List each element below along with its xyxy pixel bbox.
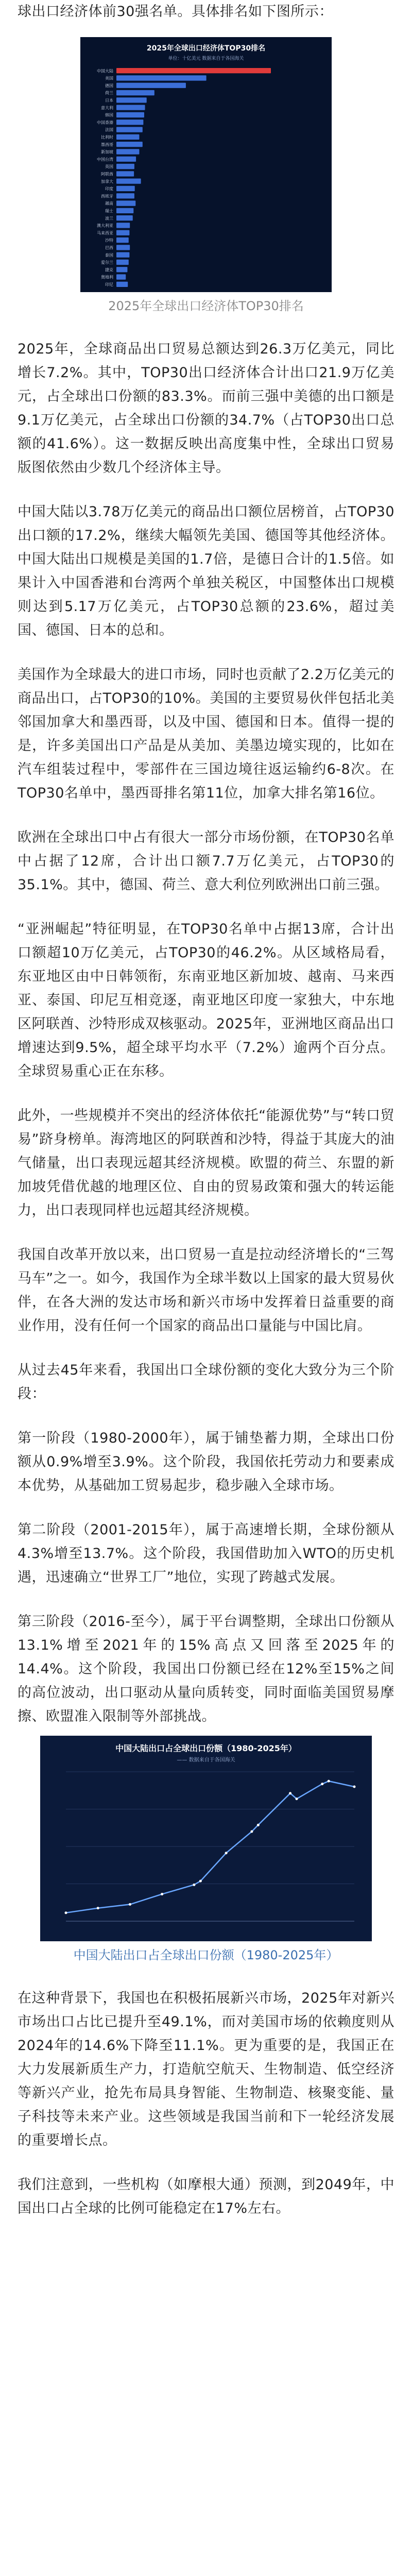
bar bbox=[116, 267, 127, 272]
data-point bbox=[328, 1780, 330, 1783]
bar-label: 中国大陆 bbox=[97, 69, 113, 74]
paragraph-13: 我们注意到，一些机构（如摩根大通）预测，到2049年，中国出口占全球的比例可能稳定在17%左右。 bbox=[18, 2177, 394, 2216]
china-export-share-svg bbox=[40, 1736, 372, 1941]
paragraph-5: “亚洲崛起”特征明显，在TOP30名单中占据13席，合计出口额超10万亿美元，占TOP30的46.2%。从区域格局看，东亚地区由中日韩领衔，东南亚地区新加坡、越南、马来西亚、泰国、印尼互相竞逐，南亚地区印度一家独大，中东地区阿联酋、沙特形成双核驱动。2025年，亚洲地区商品出口增速达到9.5%，超全球平均水平（7.2%）逾两个百分点。全球贸易重心正在东移。 bbox=[18, 921, 394, 1079]
bar bbox=[116, 157, 136, 162]
bar-label: 越南 bbox=[105, 201, 113, 206]
bar-label: 爱尔兰 bbox=[101, 260, 113, 265]
bar bbox=[116, 112, 144, 117]
paragraph-1-text: 2025年，全球商品出口贸易总额达到26.3万亿美元，同比增长7.2%。其中，TOP30出口经济体合计出口21.9万亿美元，占全球出口份额的83.3%。而前三强中美德的出口额是9.1万亿美元，占全球出口份额的34.7%（占TOP30出口总额的41.6%）。这一数据反映出高度集中性，全球出口贸易版图依然由少数几个经济体主导。 bbox=[18, 341, 394, 476]
bar bbox=[116, 193, 134, 198]
figure2-caption: 中国大陆出口占全球出口份额（1980-2025年） bbox=[73, 1948, 339, 1962]
bar-label: 德国 bbox=[105, 83, 113, 88]
bar-label: 印尼 bbox=[105, 282, 113, 287]
data-point bbox=[353, 1786, 356, 1788]
data-point bbox=[161, 1893, 163, 1895]
paragraph-2: 中国大陆以3.78万亿美元的商品出口额位居榜首，占TOP30出口额的17.2%，继续大幅领先美国、德国等其他经济体。中国大陆出口规模是美国的1.7倍，是德日合计的1.5倍。如果计入中国香港和台湾两个单独关税区，中国整体出口规模则达到5.17万亿美元，占TOP30总额的23.6%，超过美国、德国、日本的总和。 bbox=[18, 504, 394, 638]
bar bbox=[116, 238, 129, 243]
bar-label: 美国 bbox=[105, 76, 113, 81]
data-point bbox=[321, 1783, 323, 1785]
paragraph-1 bbox=[18, 337, 394, 480]
bar bbox=[116, 282, 128, 287]
bar-label: 澳大利亚 bbox=[97, 223, 113, 228]
bar-label: 加拿大 bbox=[101, 179, 113, 184]
bar-label: 巴西 bbox=[105, 245, 113, 250]
bar bbox=[116, 215, 133, 221]
bar-label: 波兰 bbox=[105, 216, 113, 221]
bar-label: 印度 bbox=[105, 187, 113, 192]
bar bbox=[116, 260, 129, 265]
bar-label: 墨西哥 bbox=[101, 142, 113, 147]
bar bbox=[116, 97, 147, 103]
bar bbox=[116, 200, 135, 206]
bar-label: 法国 bbox=[105, 127, 113, 132]
bar-label: 新加坡 bbox=[101, 149, 113, 155]
bar-label: 意大利 bbox=[101, 105, 113, 110]
bar-label: 荷兰 bbox=[105, 91, 113, 96]
bar bbox=[116, 149, 139, 154]
bar-label: 奥地利 bbox=[101, 275, 113, 280]
bar-label: 中国香港 bbox=[97, 120, 113, 125]
figure1-caption: 2025年全球出口经济体TOP30排名 bbox=[108, 299, 304, 313]
bar bbox=[116, 252, 129, 258]
top30-ranking-chart bbox=[80, 37, 332, 292]
data-point bbox=[250, 1831, 253, 1833]
bar bbox=[116, 179, 141, 184]
bar bbox=[116, 208, 133, 213]
paragraph-7: 我国自改革开放以来，出口贸易一直是拉动经济增长的“三驾马车”之一。如今，我国作为全球半数以上国家的最大贸易伙伴，在各大洲的发达市场和新兴市场中发挥着日益重要的商业作用，没有任何一个国家的商品出口量能与中国比肩。 bbox=[18, 1247, 394, 1334]
china-export-share-chart bbox=[40, 1736, 372, 1941]
bar bbox=[116, 90, 154, 95]
paragraph-10: 第二阶段（2001-2015年），属于高速增长期，全球份额从4.3%增至13.7%。这个阶段，我国借助加入WTO的历史机遇，迅速确立“世界工厂”地位，实现了跨越式发展。 bbox=[18, 1522, 394, 1585]
bar-label: 韩国 bbox=[105, 113, 113, 118]
bar-label: 西班牙 bbox=[101, 194, 113, 199]
bar-label: 比利时 bbox=[101, 134, 113, 140]
bar bbox=[116, 134, 139, 140]
bar bbox=[116, 230, 129, 235]
bar-label: 英国 bbox=[105, 164, 113, 170]
bar-label: 捷克 bbox=[105, 267, 113, 273]
bar bbox=[116, 83, 186, 88]
bar-label: 瑞士 bbox=[105, 208, 113, 213]
bar bbox=[116, 245, 130, 250]
chart-subtitle: 单位：十亿美元 数据来自于各国海关 bbox=[168, 56, 244, 61]
data-point bbox=[65, 1911, 67, 1914]
bar bbox=[116, 127, 143, 132]
bar-label: 中国台湾 bbox=[97, 157, 113, 162]
series-line bbox=[66, 1781, 354, 1913]
bar bbox=[116, 120, 143, 125]
bar-label: 沙特 bbox=[105, 238, 113, 243]
data-point bbox=[296, 1798, 298, 1800]
paragraph-12: 在这种背景下，我国也在积极拓展新兴市场，2025年对新兴市场出口占比已提升至49.1%，而对美国市场的依赖度则从2024年的14.6%下降至11.1%。更为重要的是，我国正在大力发展新质生产力，打造航空航天、生物制造、低空经济等新兴产业，抢先布局具身智能、生物制造、核聚变能、量子科技等未来产业。这些领域是我国当前和下一轮经济发展的重要增长点。 bbox=[18, 1990, 394, 2148]
chart-title: 2025年全球出口经济体TOP30排名 bbox=[146, 44, 266, 53]
data-point bbox=[225, 1852, 228, 1854]
bar bbox=[116, 171, 134, 176]
bar bbox=[116, 274, 126, 279]
data-point bbox=[289, 1792, 291, 1794]
data-point bbox=[199, 1880, 202, 1883]
intro-paragraph: 球出口经济体前30强名单。具体排名如下图所示： bbox=[18, 4, 333, 20]
bar bbox=[116, 223, 130, 228]
paragraph-11: 第三阶段（2016-至今），属于平台调整期，全球出口份额从13.1%增至2021年的15%高点又回落至2025年的14.4%。这个阶段，我国出口份额已经在12%至15%之间的高位波动，出口驱动从量向质转变，同时面临美国贸易摩擦、欧盟准入限制等外部挑战。 bbox=[18, 1614, 394, 1724]
data-point bbox=[193, 1884, 195, 1886]
data-point bbox=[129, 1903, 131, 1906]
paragraph-6: 此外，一些规模并不突出的经济体依托“能源优势”与“转口贸易”跻身榜单。海湾地区的阿联酋和沙特，得益于其庞大的油气储量，出口表现远超其经济规模。欧盟的荷兰、东盟的新加坡凭借优越的地理区位、自由的贸易政策和强大的转运能力，出口表现同样也远超其经济规模。 bbox=[18, 1108, 394, 1218]
paragraph-8: 从过去45年来看，我国出口全球份额的变化大致分为三个阶段： bbox=[18, 1362, 394, 1402]
chart-subtitle: —— 数据来自于各国海关 bbox=[177, 1757, 235, 1763]
paragraph-3: 美国作为全球最大的进口市场，同时也贡献了2.2万亿美元的商品出口，占TOP30的10%。美国的主要贸易伙伴包括北美邻国加拿大和墨西哥，以及中国、德国和日本。值得一提的是，许多美国出口产品是从美加、美墨边境实现的，比如在汽车组装过程中，零部件在三国边境往返运输约6-8次。在TOP30名单中，墨西哥排名第11位，加拿大排名第16位。 bbox=[18, 667, 394, 801]
bar bbox=[116, 68, 271, 73]
chart-title: 中国大陆出口占全球出口份额（1980-2025年） bbox=[115, 1743, 297, 1753]
bar-label: 马来西亚 bbox=[97, 230, 113, 235]
bar bbox=[116, 142, 143, 147]
bar bbox=[116, 164, 134, 169]
paragraph-9: 第一阶段（1980-2000年），属于铺垫蓄力期，全球出口份额从0.9%增至3.9%。这个阶段，我国依托劳动力和要素成本优势，从基础加工贸易起步，稳步融入全球市场。 bbox=[18, 1430, 394, 1494]
data-point bbox=[257, 1824, 260, 1826]
bar bbox=[116, 105, 145, 110]
bar-label: 阿联酋 bbox=[101, 172, 113, 177]
paragraph-4: 欧洲在全球出口中占有很大一部分市场份额，在TOP30名单中占据了12席，合计出口额7.7万亿美元，占TOP30的35.1%。其中，德国、荷兰、意大利位列欧洲出口前三强。 bbox=[18, 829, 394, 893]
bar bbox=[116, 186, 135, 191]
top30-ranking-svg bbox=[80, 37, 332, 292]
bar-label: 泰国 bbox=[105, 252, 113, 258]
bar bbox=[116, 75, 207, 80]
data-point bbox=[97, 1907, 99, 1909]
bar-label: 日本 bbox=[105, 98, 113, 103]
